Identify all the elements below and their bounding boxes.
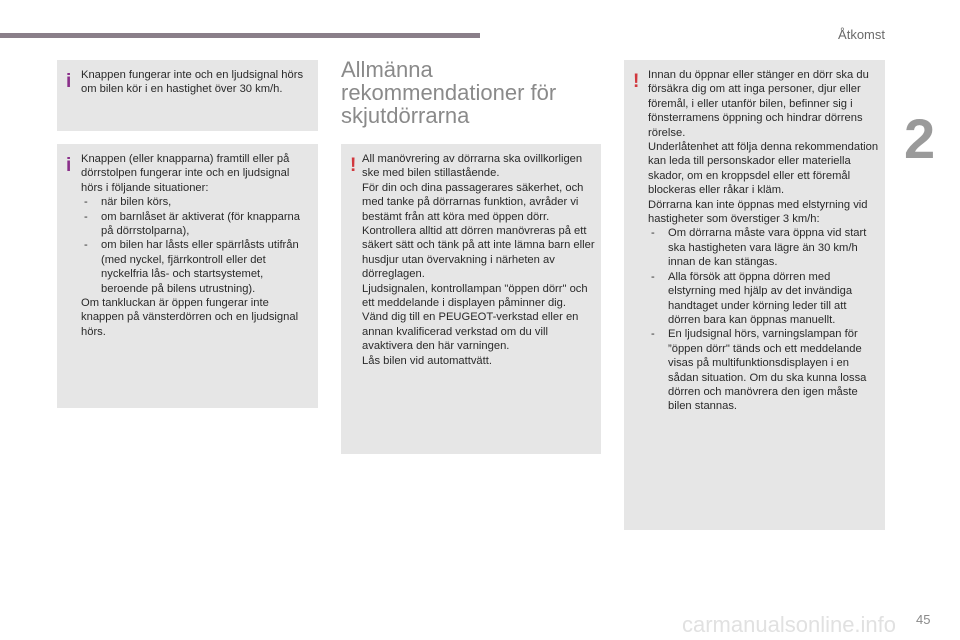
warning-paragraph: Innan du öppnar eller stänger en dörr ska du försäkra dig om att inga personer, djur eller föremål, i eller utanför bilen, befinner sig i fönsterramens öppning och hindrar dörrens rörelse. [648,69,872,139]
warning-icon: ! [350,155,357,176]
watermark: carmanualsonline.info [682,612,897,637]
list-item: - när bilen körs, [81,195,312,209]
situation-list [81,195,312,296]
warning-paragraph: All manövrering av dörrarna ska ovillkorligen ske med bilen stillastående. [362,153,586,180]
info-intro: Knappen (eller knapparna) framtill eller på dörrstolpen fungerar inte och en ljudsignal hörs i följande situationer: [81,153,293,194]
warning-paragraph: För din och dina passagerares säkerhet, och med tanke på dörrarnas funktion, avråder vi bestämt från att köra med öppen dörr. [362,181,587,223]
chapter-number: 2 [904,107,936,170]
list-item: - om bilen har låsts eller spärrlåsts utifrån (med nyckel, fjärrkontroll eller det nyckelfria lås- och startsystemet, beroende på bilens utrustning). [81,238,312,296]
section-title: Åtkomst [838,27,885,42]
warning-paragraph: Dörrarna kan inte öppnas med elstyrning vid hastigheter som överstiger 3 km/h: [648,198,871,226]
page-number: 45 [916,612,931,627]
info-box-situations [57,144,318,408]
section-heading: Allmänna rekommendationer för skjutdörrarna [341,57,557,128]
warning-paragraph: Kontrollera alltid att dörren manövreras på ett säkert sätt och tänk på att inte lämna barn eller husdjur utan övervakning i närheten av dörreglagen. [362,225,598,281]
speed-rule-list [648,226,880,413]
warning-icon: ! [633,71,640,92]
warning-box-doors [624,60,885,530]
info-outro: Om tankluckan är öppen fungerar inte knappen på vänsterdörren och en ljudsignal hörs. [81,297,302,338]
info-box-speed [57,60,318,131]
warning-paragraph: Lås bilen vid automattvätt. [362,354,492,367]
info-text: Knappen fungerar inte och en ljudsignal hörs om bilen kör i en hastighet över 30 km/h. [81,69,307,96]
list-item: - Alla försök att öppna dörren med elstyrning med hjälp av det invändiga handtaget under körning leder till att dörren bara kan öppnas manuellt. [648,270,880,328]
list-item: - om barnlåset är aktiverat (för knapparna på dörrstolparna), [81,210,312,239]
header-rule [0,33,480,38]
warning-paragraph: Ljudsignalen, kontrollampan "öppen dörr" och ett meddelande i displayen påminner dig. Vänd dig till en PEUGEOT-verkstad eller en annan kvalificerad verkstad om du vill avaktivera den här varningen. [362,282,591,353]
list-item: - Om dörrarna måste vara öppna vid start ska hastigheten vara lägre än 30 km/h innan de kan stängas. [648,226,880,269]
list-item: - En ljudsignal hörs, varningslampan för ”öppen dörr" tänds och ett meddelande visas på multifunktionsdisplayen i en sådan situation. Om du ska kunna lossa dörren och manövrera den igen måste bilen stannas. [648,327,880,413]
info-icon: i [66,155,72,176]
warning-paragraph: Underlåtenhet att följa denna rekommendation kan leda till personskador eller materiella skador, om en kroppsdel eller ett föremål blockeras eller råkar i kläm. [648,141,882,197]
info-icon: i [66,71,72,92]
warning-box-general [341,144,601,454]
